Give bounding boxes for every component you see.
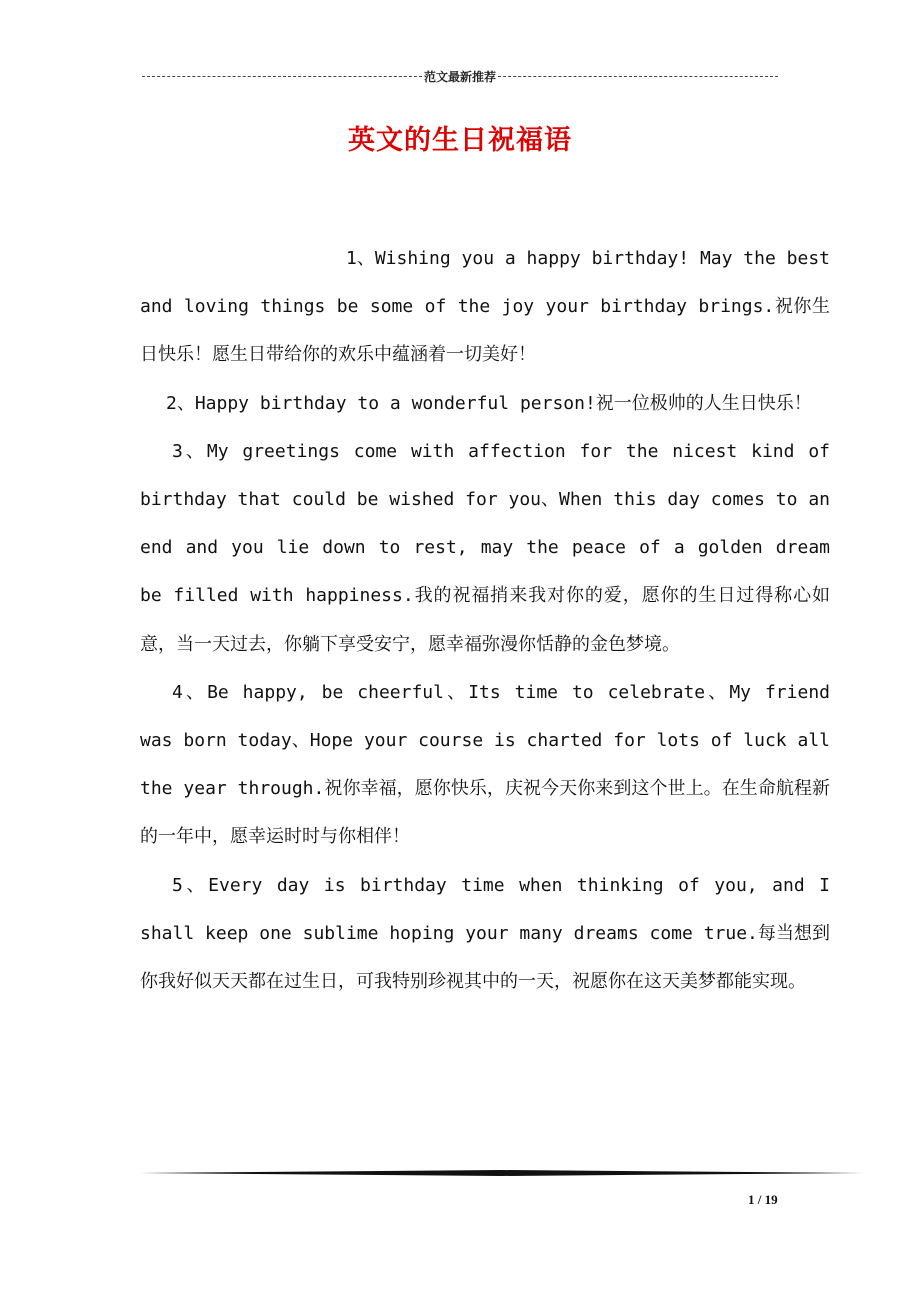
paragraph-4: 4、Be happy, be cheerful、Its time to celebrate、My friend was born today、Hope your course is charted for lots of luck all the year through.祝你幸福，愿你快乐，庆祝今天你来到这个世上。在生命航程新的一年中，愿幸运时时与你相伴！ (140, 681, 830, 848)
paragraph-3: 3、My greetings come with affection for the nicest kind of birthday that could be wished for you、When this day comes to an end and you lie down to rest, may the peace of a golden dream be filled with happiness.我的祝福捎来我对你的爱，愿你的生日过得称心如意，当一天过去，你躺下享受安宁，愿幸福弥漫你恬静的金色梦境。 (140, 440, 830, 655)
header-label: 范文最新推荐 (424, 69, 497, 84)
paragraph-1: 1、Wishing you a happy birthday! May the best and loving things be some of the joy your birthday brings.祝你生日快乐！愿生日带给你的欢乐中蕴涵着一切美好！ (140, 248, 830, 366)
document-body (140, 235, 830, 1006)
header-dash-right (498, 76, 778, 77)
header-dash-left (142, 76, 422, 77)
paragraph-2: 2、Happy birthday to a wonderful person!祝一位极帅的人生日快乐！ (166, 392, 812, 414)
footer-divider (140, 1170, 863, 1176)
page-number: 1 / 19 (748, 1192, 778, 1207)
page-header (140, 68, 780, 84)
document-title: 英文的生日祝福语 (348, 125, 572, 156)
paragraph-5: 5、Every day is birthday time when thinking of you, and I shall keep one sublime hoping your many dreams come true.每当想到你我好似天天都在过生日，可我特别珍视其中的一天，祝愿你在这天美梦都能实现。 (140, 874, 830, 993)
